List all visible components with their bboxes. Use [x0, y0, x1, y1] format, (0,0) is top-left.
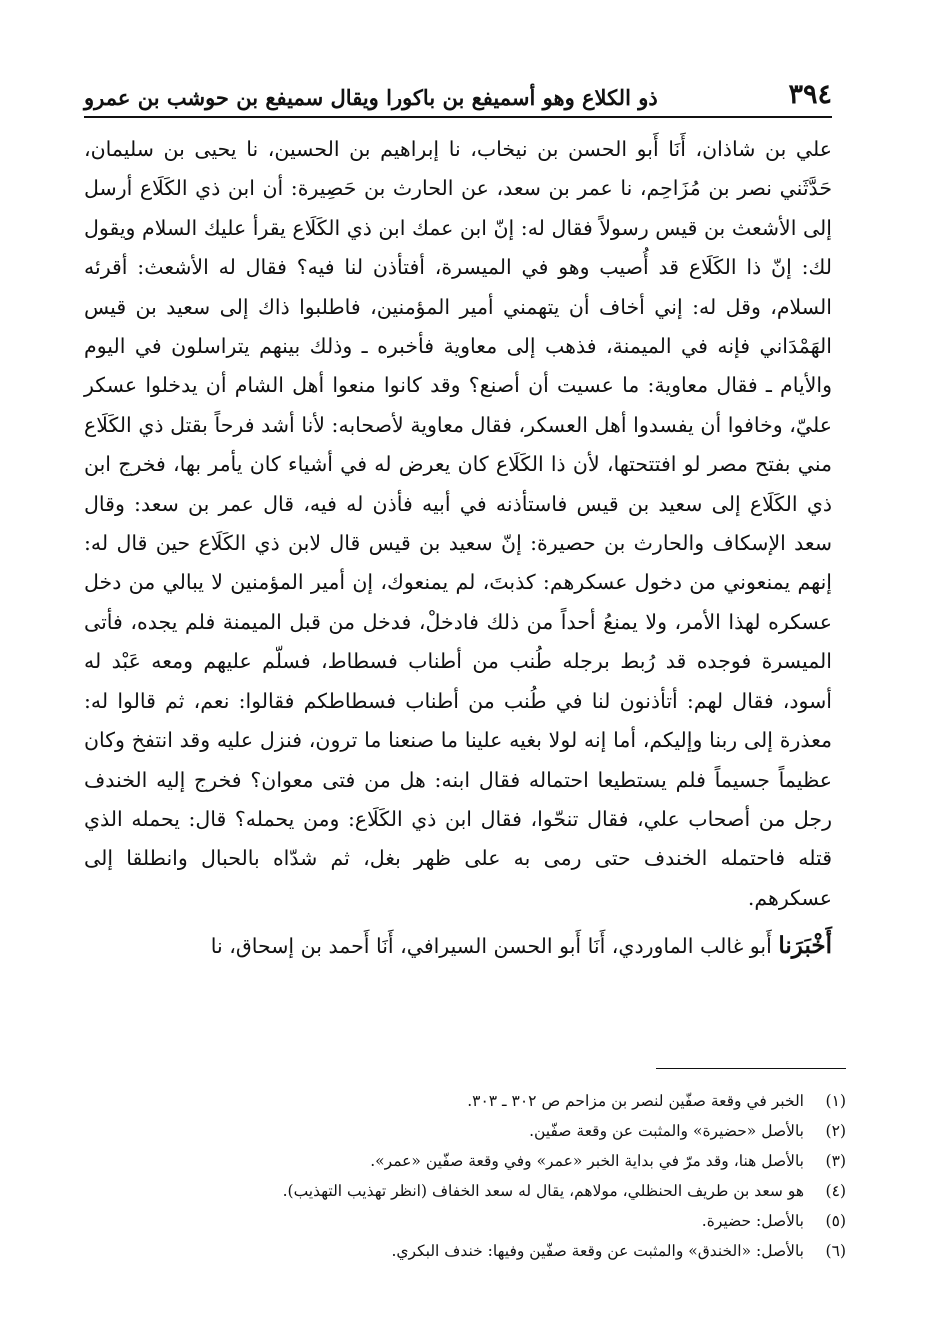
- footnote: [200, 1236, 846, 1266]
- page-header: [84, 66, 832, 118]
- footnote-text: هو سعد بن طريف الحنظلي، مولاهم، يقال له سعد الخفاف (انظر تهذيب التهذيب).: [282, 1182, 804, 1200]
- footnote-number: (٢): [825, 1122, 846, 1140]
- footnote-number: (٥): [825, 1212, 846, 1230]
- paragraph-text: أَبو غالب الماوردي، أَنَا أَبو الحسن السيرافي، أَنَا أَحمد بن إسحاق، نا: [210, 934, 772, 959]
- footnote: [200, 1116, 846, 1146]
- footnote-text: بالأصل «حضيرة» والمثبت عن وقعة صفّين.: [529, 1122, 804, 1140]
- footnote-text: بالأصل هنا، وقد مرّ في بداية الخبر «عمر» وفي وقعة صفّين «عمر».: [370, 1152, 804, 1170]
- footnote-number: (٤): [825, 1182, 846, 1200]
- footnote-text: الخبر في وقعة صفّين لنصر بن مزاحم ص ٣٠٢ ـ ٣٠٣.: [467, 1092, 804, 1110]
- footnote: [200, 1176, 846, 1206]
- paragraph: [84, 926, 832, 966]
- footnotes: [200, 1086, 846, 1266]
- footnote-text: بالأصل: حضيرة.: [701, 1212, 804, 1230]
- running-title: ذو الكلاع وهو أسميفع بن باكورا ويقال سميفع بن حوشب بن عمرو: [84, 85, 658, 110]
- footnote: [200, 1146, 846, 1176]
- footnote: [200, 1206, 846, 1236]
- footnote-number: (٦): [825, 1242, 846, 1260]
- footnote-number: (١): [825, 1092, 846, 1110]
- page-number: ٣٩٤: [788, 79, 832, 110]
- footnote: [200, 1086, 846, 1116]
- footnote-text: بالأصل: «الخندق» والمثبت عن وقعة صفّين وفيها: خندف البكري.: [391, 1242, 804, 1260]
- main-text: [84, 130, 832, 967]
- footnote-number: (٣): [825, 1152, 846, 1170]
- footnote-divider: [656, 1068, 846, 1069]
- paragraph-lead-word: أَخْبَرَنا: [778, 932, 832, 960]
- paragraph: علي بن شاذان، أَنَا أَبو الحسن بن نيخاب، نا إبراهيم بن الحسين، نا يحيى بن سليمان، حَدَّثَني نصر بن مُزَاحِم، نا عمر بن سعد، عن الحارث بن حَصِيرة: أن ابن ذي الكَلَاع أرسل إلى الأشعث بن قيس رسولاً فقال له: إنّ ابن عمك ابن ذي الكَلَاع يقرأ عليك السلام ويقول لك: إنّ ذا الكَلَاع قد أُصيب وهو في الميسرة، أفتأذن لنا فيه؟ فقال له الأشعث: أقرئه السلام، وقل له: إني أخاف أن يتهمني أمير المؤمنين، فاطلبوا ذاك إلى سعيد بن قيس الهَمْدَاني فإنه في الميمنة، فذهب إلى معاوية فأخبره ـ وذلك بينهم يتراسلون في اليوم والأيام ـ فقال معاوية: ما عسيت أن أصنع؟ وقد كانوا منعوا أهل الشام أن يدخلوا عسكر عليّ، وخافوا أن يفسدوا أهل العسكر، فقال معاوية لأصحابه: لأنا أشد فرحاً بقتل ذي الكَلَاع مني بفتح مصر لو افتتحتها، لأن ذا الكَلَاع كان يعرض له في أشياء كان يأمر بها، فخرج ابن ذي الكَلَاع إلى سعيد بن قيس فاستأذنه في أبيه فأذن له فيه، قال عمر بن سعد: وقال سعد الإسكاف والحارث بن حصيرة: إنّ سعيد بن قيس قال لابن ذي الكَلَاع حين قال له: إنهم يمنعوني من دخول عسكرهم: كذبتَ، لم يمنعوك، إن أمير المؤمنين لا يبالي من دخل عسكره لهذا الأمر، ولا يمنعُ أحداً من ذلك فادخلْ، فدخل من قبل الميمنة فلم يجده، فأتى الميسرة فوجده قد رُبط برجله طُنب من أطناب فسطاط، فسلّم عليهم ومعه عَبْد له أسود، فقال لهم: أتأذنون لنا في طُنب من أطناب فسطاطكم فقالوا: نعم، ثم قالوا له: معذرة إلى ربنا وإليكم، أما إنه لولا بغيه علينا ما صنعنا ما ترون، فنزل عليه وقد انتفخ وكان عظيماً جسيماً فلم يستطيعا احتماله فقال ابنه: هل من فتى معوان؟ فخرج إليه الخندف رجل من أصحاب علي، فقال تنحّوا، فقال ابن ذي الكَلَاع: ومن يحمله؟ قال: يحمله الذي قتله فاحتمله الخندف حتى رمى به على ظهر بغل، ثم شدّاه بالحبال وانطلقا إلى عسكرهم.: [84, 137, 832, 910]
